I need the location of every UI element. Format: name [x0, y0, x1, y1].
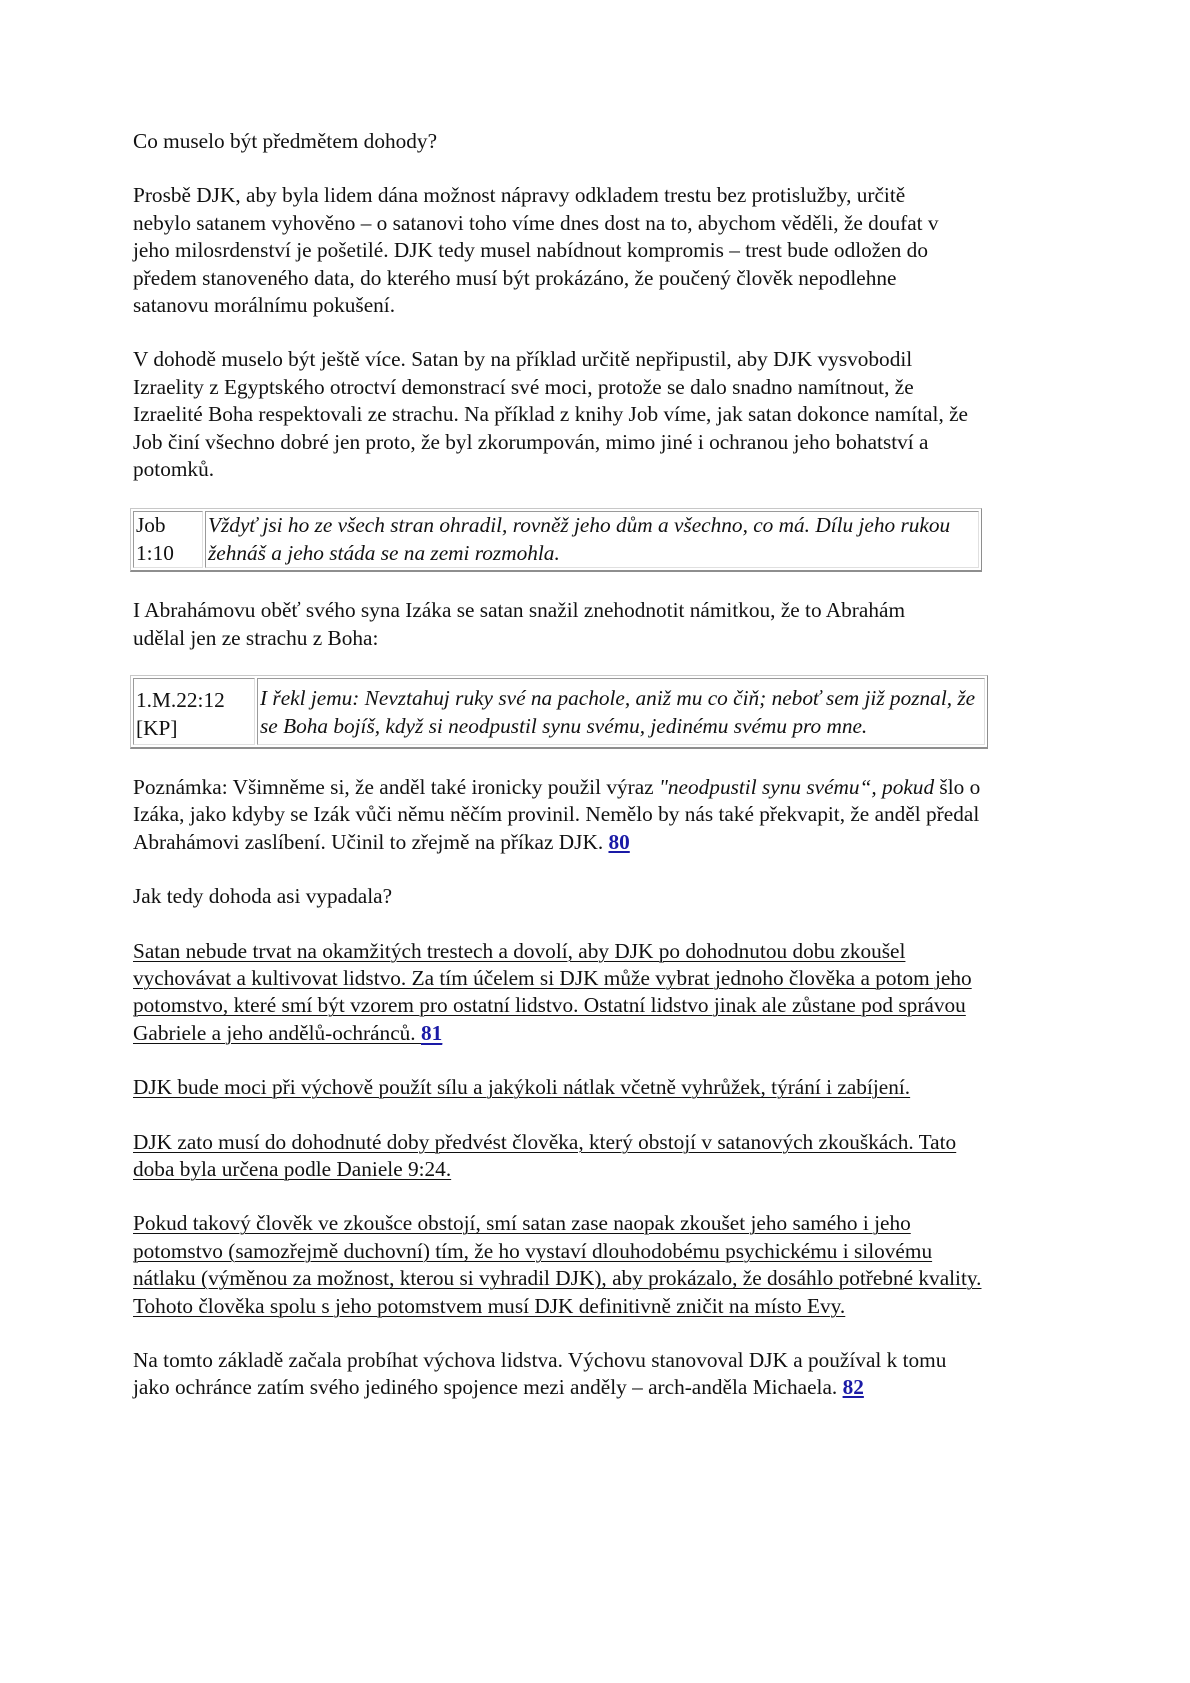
footnote-link-81[interactable]: 81 [420, 1020, 443, 1045]
quote-reference [133, 511, 203, 568]
final-paragraph [133, 1347, 983, 1402]
reference-verse: 1:10 [136, 540, 174, 565]
document-page [133, 128, 993, 1402]
agreement-term-2: DJK bude moci při výchově použít sílu a jakýkoli nátlak včetně vyhrůžek, týrání i zabíjení. [133, 1075, 911, 1100]
note-italic-quote: "neodpustil synu svému“, pokud [658, 774, 935, 799]
paragraph-2: V dohodě muselo být ještě více. Satan by na příklad určitě nepřipustil, aby DJK vysvobodil Izraelity z Egyptského otroctví demonstrací své moci, protože se dalo snadno namítnout, že Izraelité Boha respektovali ze strachu. Na příklad z knihy Job víme, jak satan dokonce namítal, že Job činí všechno dobré jen proto, že byl zkorumpován, mimo jiné i ochranou jeho bohatství a potomků. [133, 347, 969, 482]
paragraph-3: I Abrahámovu oběť svého syna Izáka se satan snažil znehodnotit námitkou, že to Abrahám udělal jen ze strachu z Boha: [133, 598, 906, 650]
scripture-quote-job [130, 508, 982, 572]
footnote-link-80[interactable]: 80 [608, 829, 630, 854]
term-text: Satan nebude trvat na okamžitých trestech a dovolí, aby DJK po dohodnutou dobu zkoušel vychovávat a kultivovat lidstvo. Za tím účelem si DJK může vybrat jednoho člověka a potom jeho potomstvo, které smí být vzorem pro ostatní lidstvo. Ostatní lidstvo jinak ale zůstane pod správou Gabriele a jeho andělů-ochránců. [133, 938, 972, 1045]
quote-text: I řekl jemu: Nevztahuj ruky své na pachole, aniž mu co čiň; neboť sem již poznal, že se Boha bojíš, když si neodpustil synu svému, jedinému svému pro mne. [257, 678, 985, 745]
quote-text: Vždyť jsi ho ze všech stran ohradil, rovněž jeho dům a všechno, co má. Dílu jeho rukou žehnáš a jeho stáda se na zemi rozmohla. [205, 511, 979, 568]
note-text-continued: šlo o Izáka, jako kdyby se Izák vůči němu něčím provinil. Nemělo by nás také překvapit, že anděl předal Abrahámovi zaslíbení. Učinil to zřejmě na příkaz DJK. [133, 774, 981, 854]
section-question-2: Jak tedy dohoda asi vypadala? [133, 884, 393, 909]
quote-reference [133, 678, 255, 745]
scripture-quote-genesis [130, 675, 988, 749]
note-text: Poznámka: Všimněme si, že anděl také ironicky použil výraz [133, 774, 659, 799]
agreement-term-4: Pokud takový člověk ve zkoušce obstojí, smí satan zase naopak zkoušet jeho samého i jeho potomstvo (samozřejmě duchovní) tím, že ho vystaví dlouhodobému psychickému i silovému nátlaku (výměnou za možnost, kterou si vyhradil DJK), aby prokázalo, že dosáhlo potřebné kvality. Tohoto člověka spolu s jeho potomstvem musí DJK definitivně zničit na místo Evy. [133, 1211, 982, 1318]
section-question: Co muselo být předmětem dohody? [133, 129, 438, 153]
paragraph-1: Prosbě DJK, aby byla lidem dána možnost nápravy odkladem trestu bez protislužby, určitě nebylo satanem vyhověno – o satanovi toho víme dnes dost na to, abychom věděli, že doufat v jeho milosrdenství je pošetilé. DJK tedy musel nabídnout kompromis – trest bude odložen do předem stanoveného data, do kterého musí být prokázáno, že poučený člověk nepodlehne satanovu morálnímu pokušení. [133, 183, 939, 318]
reference-book: Job [136, 513, 166, 538]
reference-book: 1.M.22:12 [136, 688, 225, 713]
reference-translation: [KP] [136, 715, 178, 740]
footnote-link-82[interactable]: 82 [842, 1375, 864, 1400]
agreement-term-1 [133, 938, 983, 1048]
final-text: Na tomto základě začala probíhat výchova lidstva. Výchovu stanovoval DJK a používal k tomu jako ochránce zatím svého jediného spojence mezi anděly – arch-anděla Michaela. [133, 1348, 947, 1400]
note-paragraph [133, 774, 983, 856]
agreement-term-3: DJK zato musí do dohodnuté doby předvést člověka, který obstojí v satanových zkouškách. Tato doba byla určena podle Daniele 9:24. [133, 1129, 957, 1181]
